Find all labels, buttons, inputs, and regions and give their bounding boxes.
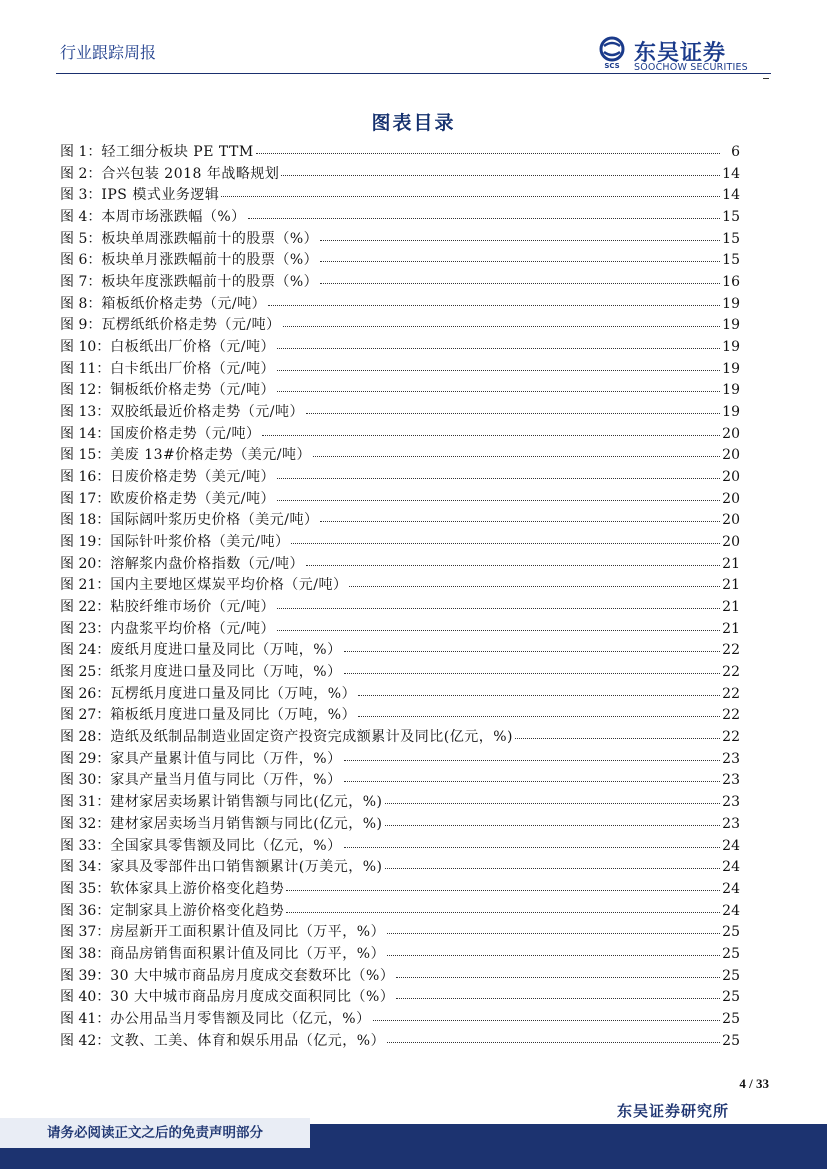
toc-entry-label: 图 5： (60, 230, 102, 247)
toc-entry[interactable] (60, 575, 740, 597)
toc-entry-label: 图 1： (60, 144, 102, 160)
footer-disclaimer: 请务必阅读正文之后的免责声明部分 (0, 1118, 310, 1148)
toc-entry-label: 图 38： (60, 945, 111, 962)
toc-entry-title: 溶解浆内盘价格指数（元/吨） (110, 555, 304, 572)
toc-entry-leader (387, 945, 720, 956)
toc-entry-label: 图 16： (60, 469, 111, 486)
toc-entry-label: 图 14： (60, 425, 111, 442)
toc-entry-leader (256, 143, 720, 154)
toc-entry-page: 19 (722, 404, 740, 421)
toc-entry-label: 图 21： (60, 577, 111, 594)
toc-entry-label: 图 8： (60, 295, 102, 312)
toc-entry-leader (344, 663, 720, 674)
toc-entry-page: 22 (722, 664, 740, 681)
toc-entry-title: 软体家具上游价格变化趋势 (110, 880, 285, 897)
toc-entry-page: 20 (722, 512, 740, 529)
toc-entry-leader (283, 316, 720, 327)
toc-entry-leader (373, 1010, 720, 1021)
toc-entry-page: 19 (722, 360, 740, 377)
toc-entry-label: 图 23： (60, 620, 111, 637)
toc-entry-label: 图 7： (60, 274, 102, 291)
toc-entry-label: 图 32： (60, 815, 111, 832)
toc-entry-page: 19 (722, 317, 740, 334)
toc-entry-leader (313, 446, 720, 457)
toc-entry-page: 20 (722, 534, 740, 551)
toc-entry-leader (344, 641, 720, 652)
toc-entry-page: 22 (722, 729, 740, 746)
toc-entry-leader (277, 338, 720, 349)
toc-entry-page: 14 (722, 187, 740, 204)
toc-entry-leader (221, 186, 720, 197)
brand-mark-text: SCS (604, 62, 620, 70)
toc-entry-label: 图 6： (60, 252, 102, 269)
toc-entry-page: 23 (722, 772, 740, 789)
toc-entry-label: 图 25： (60, 664, 111, 681)
toc-entry-page: 15 (722, 209, 740, 226)
toc-entry[interactable] (60, 489, 740, 511)
toc-entry-leader (268, 295, 720, 306)
toc-entry-page: 15 (722, 252, 740, 269)
toc-entry-title: 国内主要地区煤炭平均价格（元/吨） (110, 577, 348, 594)
toc-entry-leader (396, 988, 720, 999)
toc-entry-page: 22 (722, 707, 740, 724)
toc-entry[interactable] (60, 619, 740, 641)
toc-entry-title: 双胶纸最近价格走势（元/吨） (110, 404, 304, 421)
toc-entry-title: 瓦楞纸月度进口量及同比（万吨，%） (110, 685, 357, 702)
brand-mark-icon (596, 36, 628, 70)
toc-entry-page: 19 (722, 339, 740, 356)
toc-entry-leader (344, 771, 720, 782)
toc-entry-page: 21 (722, 599, 740, 616)
page-number: 4 / 33 (739, 1076, 769, 1091)
toc-entry-label: 图 39： (60, 967, 111, 984)
toc-entry-page: 25 (722, 1010, 740, 1027)
toc-entry-page: 25 (722, 967, 740, 984)
toc-entry-page: 25 (722, 989, 740, 1006)
toc-entry-leader (358, 685, 720, 696)
header-label: 行业跟踪周报 (60, 43, 157, 62)
toc-entry-title: 家具产量当月值与同比（万件，%） (110, 772, 342, 789)
toc-entry-title: 轻工细分板块 PE TTM (101, 144, 254, 160)
toc-entry-title: 国废价格走势（元/吨） (110, 425, 261, 442)
toc-entry-leader (385, 793, 721, 804)
toc-entry[interactable] (60, 770, 740, 792)
toc-entry-label: 图 13： (60, 404, 111, 421)
toc-entry[interactable] (60, 1031, 740, 1053)
toc-entry-leader (385, 858, 721, 869)
toc-entry[interactable] (60, 662, 740, 684)
toc-entry-title: 铜板纸价格走势（元/吨） (110, 382, 275, 399)
toc-entry[interactable] (60, 922, 740, 944)
toc-entry-leader (320, 251, 720, 262)
footer-institute: 东吴证券研究所 (616, 1102, 729, 1120)
toc-entry[interactable] (60, 792, 740, 814)
toc-entry-label: 图 29： (60, 750, 111, 767)
toc-entry-label: 图 11： (60, 360, 111, 377)
toc-entry-leader (291, 533, 720, 544)
toc-entry-label: 图 2： (60, 165, 102, 182)
toc-entry-label: 图 37： (60, 924, 111, 941)
toc-entry-page: 20 (722, 447, 740, 464)
toc-entry-title: 国际阔叶浆历史价格（美元/吨） (110, 512, 319, 529)
toc-entry-title: 板块单周涨跌幅前十的股票（%） (101, 230, 319, 247)
toc-entry-title: 本周市场涨跌幅（%） (101, 209, 246, 226)
toc-entry-title: 建材家居卖场当月销售额与同比(亿元，%) (110, 815, 383, 832)
toc-entry-label: 图 9： (60, 317, 102, 334)
toc-entry-label: 图 42： (60, 1032, 111, 1049)
toc-entry[interactable] (60, 272, 740, 294)
toc-entry-title: 美废 13#价格走势（美元/吨） (110, 447, 311, 464)
toc-entry-label: 图 4： (60, 209, 102, 226)
toc-entry[interactable] (60, 640, 740, 662)
toc-entry-label: 图 27： (60, 707, 111, 724)
toc-entry[interactable] (60, 879, 740, 901)
toc-entry-page: 19 (722, 382, 740, 399)
toc-entry-page: 20 (722, 425, 740, 442)
toc-entry-label: 图 31： (60, 794, 111, 811)
toc-entry-page: 6 (731, 144, 740, 160)
toc-entry[interactable] (60, 250, 740, 272)
toc-entry-page: 16 (722, 274, 740, 291)
toc-entry[interactable] (60, 207, 740, 229)
toc-entry-page: 24 (722, 880, 740, 897)
toc-entry-page: 23 (722, 794, 740, 811)
toc-entry[interactable] (60, 185, 740, 207)
toc-entry[interactable] (60, 229, 740, 251)
toc-entry[interactable] (60, 749, 740, 771)
toc-entry[interactable] (60, 445, 740, 467)
toc-entry-title: 粘胶纤维市场价（元/吨） (110, 599, 275, 616)
toc-entry[interactable] (60, 836, 740, 858)
toc-entry-label: 图 18： (60, 512, 111, 529)
toc-entry-title: 建材家居卖场累计销售额与同比(亿元，%) (110, 794, 383, 811)
toc-entry-title: 房屋新开工面积累计值及同比（万平，%） (110, 924, 386, 941)
toc-entry-title: 箱板纸价格走势（元/吨） (101, 295, 267, 312)
brand-logo (596, 36, 766, 74)
toc-entry-label: 图 34： (60, 859, 111, 876)
toc-entry-leader (286, 902, 720, 913)
toc-entry[interactable] (60, 467, 740, 489)
toc-entry-label: 图 15： (60, 447, 111, 464)
toc-entry-leader (281, 165, 720, 176)
brand-name-en: SOOCHOW SECURITIES (634, 62, 748, 73)
toc-entry-leader (344, 750, 720, 761)
toc-entry[interactable] (60, 510, 740, 532)
toc-entry-label: 图 35： (60, 880, 111, 897)
toc-entry[interactable] (60, 424, 740, 446)
toc-entry-label: 图 41： (60, 1010, 111, 1027)
toc-entry-label: 图 33： (60, 837, 111, 854)
toc-entry-page: 24 (722, 837, 740, 854)
toc-entry-title: 定制家具上游价格变化趋势 (110, 902, 285, 919)
toc-entry-title: 废纸月度进口量及同比（万吨，%） (110, 642, 342, 659)
toc-entry-leader (277, 381, 720, 392)
toc-entry-page: 25 (722, 945, 740, 962)
toc-entry-title: IPS 模式业务逻辑 (101, 187, 220, 204)
toc-entry-leader (277, 598, 720, 609)
toc-entry-leader (358, 706, 720, 717)
toc-title: 图表目录 (371, 112, 456, 134)
toc-entry-leader (286, 880, 720, 891)
toc-entry-title: 欧废价格走势（美元/吨） (110, 490, 275, 507)
toc-entry-page: 25 (722, 1032, 740, 1049)
toc-entry-page: 23 (722, 750, 740, 767)
toc-entry[interactable] (60, 944, 740, 966)
toc-entry-page: 19 (722, 295, 740, 312)
toc-entry[interactable] (60, 294, 740, 316)
toc-entry-title: 板块单月涨跌幅前十的股票（%） (101, 252, 319, 269)
toc-entry-title: 文教、工美、体育和娱乐用品（亿元，%） (110, 1032, 386, 1049)
toc-entry-page: 22 (722, 685, 740, 702)
toc-entry[interactable] (60, 1009, 740, 1031)
toc-entry[interactable] (60, 164, 740, 186)
toc-entry-title: 板块年度涨跌幅前十的股票（%） (101, 274, 319, 291)
toc-entry-label: 图 22： (60, 599, 111, 616)
toc-entry-title: 造纸及纸制品制造业固定资产投资完成额累计及同比(亿元，%) (110, 729, 513, 746)
toc-entry-leader (306, 555, 720, 566)
toc-entry-page: 21 (722, 555, 740, 572)
toc-entry[interactable] (60, 337, 740, 359)
toc-entry-page: 24 (722, 902, 740, 919)
toc-entry[interactable] (60, 142, 740, 164)
toc-entry-leader (277, 620, 720, 631)
toc-entry-leader (387, 1032, 720, 1043)
toc-entry-title: 纸浆月度进口量及同比（万吨，%） (110, 664, 342, 681)
toc-entry-page: 21 (722, 620, 740, 637)
toc-entry-label: 图 36： (60, 902, 111, 919)
toc-entry-leader (277, 468, 720, 479)
toc-entry-leader (277, 360, 720, 371)
toc-entry-title: 30 大中城市商品房月度成交面积同比（%） (110, 989, 395, 1006)
toc-entry-leader (320, 273, 720, 284)
toc-entry-page: 15 (722, 230, 740, 247)
toc-entry-leader (396, 967, 720, 978)
toc-entry-title: 办公用品当月零售额及同比（亿元，%） (110, 1010, 371, 1027)
toc-entry-page: 24 (722, 859, 740, 876)
toc-entry-label: 图 20： (60, 555, 111, 572)
toc-entry-label: 图 12： (60, 382, 111, 399)
toc-entry-leader (277, 490, 720, 501)
toc-entry-label: 图 28： (60, 729, 111, 746)
toc-entry-title: 白板纸出厂价格（元/吨） (110, 339, 275, 356)
toc-entry-title: 箱板纸月度进口量及同比（万吨，%） (110, 707, 357, 724)
toc-entry-label: 图 17： (60, 490, 111, 507)
toc-entry-leader (385, 815, 721, 826)
toc-entry[interactable] (60, 554, 740, 576)
toc-entry-title: 商品房销售面积累计值及同比（万平，%） (110, 945, 386, 962)
toc-entry-title: 家具产量累计值与同比（万件，%） (110, 750, 342, 767)
toc-entry-page: 20 (722, 469, 740, 486)
toc-entry-leader (306, 403, 720, 414)
toc-entry-leader (248, 208, 720, 219)
toc-entry[interactable] (60, 987, 740, 1009)
toc-entry[interactable] (60, 814, 740, 836)
toc-entry-leader (387, 923, 720, 934)
corner-tick (763, 78, 769, 79)
toc-entry[interactable] (60, 705, 740, 727)
toc-entry-label: 图 10： (60, 339, 111, 356)
toc-entry[interactable] (60, 857, 740, 879)
toc-entry-title: 日废价格走势（美元/吨） (110, 469, 275, 486)
toc-entry[interactable] (60, 380, 740, 402)
toc-entry-page: 21 (722, 577, 740, 594)
toc-entry[interactable] (60, 901, 740, 923)
toc-entry-leader (344, 837, 720, 848)
toc-entry[interactable] (60, 727, 740, 749)
header-rule (56, 73, 771, 74)
toc-entry-title: 家具及零部件出口销售额累计(万美元，%) (110, 859, 383, 876)
toc-entry-page: 25 (722, 924, 740, 941)
toc-entry[interactable] (60, 532, 740, 554)
toc-entry[interactable] (60, 597, 740, 619)
toc-entry-leader (515, 728, 720, 739)
toc-entry[interactable] (60, 402, 740, 424)
toc-entry-leader (349, 576, 720, 587)
toc-entry-title: 合兴包装 2018 年战略规划 (101, 165, 280, 182)
toc-entry-title: 白卡纸出厂价格（元/吨） (110, 360, 275, 377)
toc-entry-title: 内盘浆平均价格（元/吨） (110, 620, 275, 637)
toc-list (60, 142, 740, 1052)
toc-entry-label: 图 40： (60, 989, 111, 1006)
toc-entry[interactable] (60, 315, 740, 337)
brand-name: 东吴证券 (634, 41, 727, 66)
toc-entry-label: 图 30： (60, 772, 111, 789)
toc-entry-label: 图 19： (60, 534, 111, 551)
toc-entry[interactable] (60, 966, 740, 988)
toc-entry-title: 30 大中城市商品房月度成交套数环比（%） (110, 967, 395, 984)
toc-entry[interactable] (60, 359, 740, 381)
toc-entry-page: 20 (722, 490, 740, 507)
toc-entry-title: 全国家具零售额及同比（亿元，%） (110, 837, 342, 854)
toc-entry-page: 23 (722, 815, 740, 832)
toc-entry[interactable] (60, 684, 740, 706)
toc-entry-page: 22 (722, 642, 740, 659)
toc-entry-title: 瓦楞纸纸价格走势（元/吨） (101, 317, 281, 334)
toc-entry-leader (320, 511, 720, 522)
toc-entry-title: 国际针叶浆价格（美元/吨） (110, 534, 290, 551)
toc-entry-label: 图 3： (60, 187, 102, 204)
toc-entry-label: 图 24： (60, 642, 111, 659)
toc-entry-leader (262, 425, 720, 436)
toc-entry-page: 14 (722, 165, 740, 182)
toc-entry-leader (320, 230, 720, 241)
toc-entry-label: 图 26： (60, 685, 111, 702)
